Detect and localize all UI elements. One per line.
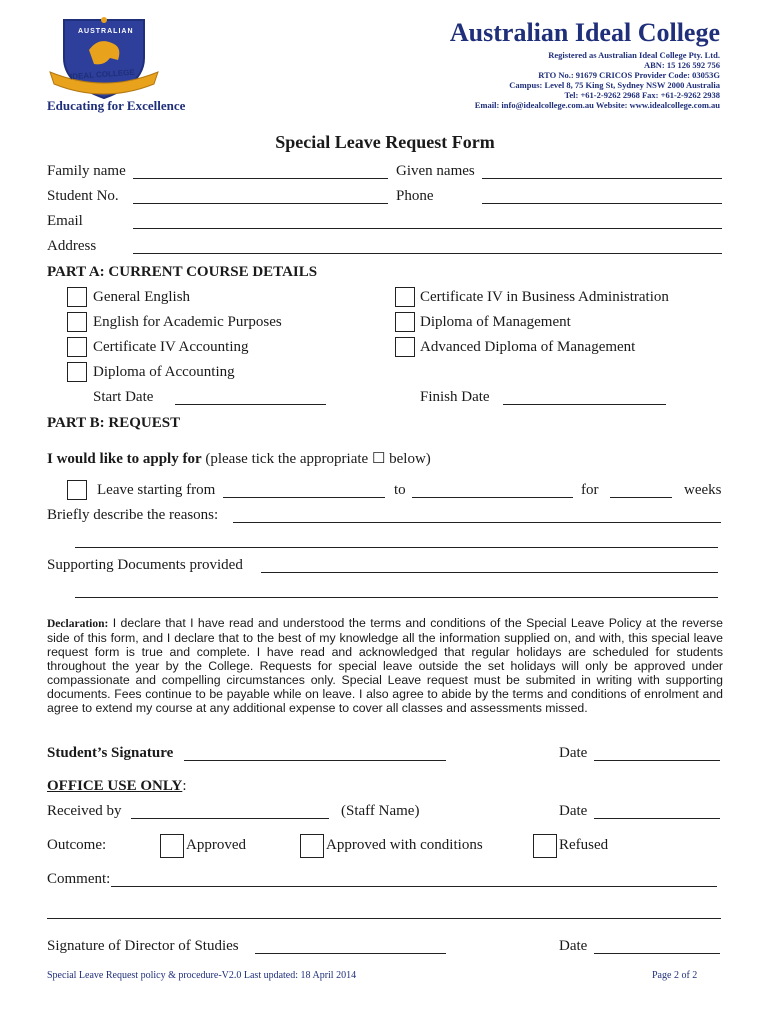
course-checkbox-diploma-management[interactable]	[395, 312, 415, 332]
reasons-field[interactable]	[233, 522, 721, 523]
course-checkbox-cert-iv-business[interactable]	[395, 287, 415, 307]
approved-conditions-label: Approved with conditions	[326, 837, 483, 853]
refused-checkbox[interactable]	[533, 834, 557, 858]
course-checkbox-adv-diploma-management[interactable]	[395, 337, 415, 357]
comment-field-2[interactable]	[47, 918, 721, 919]
college-logo	[44, 14, 164, 100]
office-date-label: Date	[559, 803, 588, 819]
footer-page: Page 2 of 2	[652, 970, 698, 981]
address-field[interactable]	[133, 253, 722, 254]
course-label: Diploma of Accounting	[93, 364, 235, 380]
received-by-label: Received by	[47, 803, 122, 819]
documents-label: Supporting Documents provided	[47, 557, 243, 573]
course-label: English for Academic Purposes	[93, 314, 282, 330]
phone-label: Phone	[396, 188, 434, 204]
reasons-field-2[interactable]	[75, 547, 718, 548]
to-label: to	[394, 482, 406, 498]
signature-date-label: Date	[559, 745, 588, 761]
course-checkbox-diploma-accounting[interactable]	[67, 362, 87, 382]
leave-start-field[interactable]	[223, 497, 385, 498]
info-line: Tel: +61-2-9262 2968 Fax: +61-2-9262 2938	[564, 90, 720, 100]
apply-label: I would like to apply for	[47, 451, 202, 467]
info-line: Registered as Australian Ideal College Pty. Ltd.	[548, 50, 720, 60]
family-name-field[interactable]	[133, 178, 388, 179]
comment-field[interactable]	[111, 886, 717, 887]
finish-date-field[interactable]	[503, 404, 666, 405]
office-use-colon: :	[182, 778, 187, 794]
outcome-label: Outcome:	[47, 837, 107, 853]
info-line: Campus: Level 8, 75 King St, Sydney NSW 2000 Australia	[509, 80, 720, 90]
college-name: Australian Ideal College	[449, 18, 720, 47]
finish-date-label: Finish Date	[420, 389, 490, 405]
info-line: RTO No.: 91679 CRICOS Provider Code: 03053G	[538, 70, 720, 80]
director-date-field[interactable]	[594, 953, 720, 954]
director-signature-field[interactable]	[255, 953, 446, 954]
received-by-field[interactable]	[131, 818, 329, 819]
email-field[interactable]	[133, 228, 722, 229]
logo-arc-text: AUSTRALIAN	[78, 28, 134, 35]
course-label: Certificate IV in Business Administration	[420, 289, 669, 305]
apply-line	[47, 449, 431, 468]
address-label: Address	[47, 238, 97, 254]
start-date-label: Start Date	[93, 389, 154, 405]
student-no-field[interactable]	[133, 203, 388, 204]
approved-label: Approved	[186, 837, 246, 853]
reasons-label: Briefly describe the reasons:	[47, 507, 219, 523]
college-info	[475, 50, 720, 110]
course-label: General English	[93, 289, 191, 305]
leave-starting-label: Leave starting from	[97, 482, 216, 498]
part-b-heading: PART B: REQUEST	[47, 415, 181, 431]
director-date-label: Date	[559, 938, 588, 954]
course-label: Advanced Diploma of Management	[420, 339, 636, 355]
weeks-label: weeks	[684, 482, 722, 498]
declaration	[47, 616, 723, 715]
declaration-label: Declaration:	[47, 618, 109, 630]
declaration-text: I declare that I have read and understood the terms and conditions of the Special Leave Policy at the reverse side of this form, and I declare that to the best of my knowledge all the information supplied on, and with, this special leave request form is true and complete. I have read and acknowledged that regular holidays are scheduled for students throughout the year by the College. Requests for special leave outside the set holidays will only be approved under compassionate and compelling circumstances only. Special Leave request must be submited in writing with supporting documents. Fees continue to be payable while on leave. I also agree to abide by the terms and conditions of enrolment and agree to extend my course at any additional expense to cover all classes and assessments missed.	[47, 616, 724, 715]
start-date-field[interactable]	[175, 404, 326, 405]
student-signature-label: Student’s Signature	[47, 745, 174, 761]
approved-checkbox[interactable]	[160, 834, 184, 858]
phone-field[interactable]	[482, 203, 722, 204]
tagline: Educating for Excellence	[47, 98, 186, 113]
leave-checkbox[interactable]	[67, 480, 87, 500]
apply-instruction: (please tick the appropriate ☐ below)	[205, 451, 431, 467]
given-names-field[interactable]	[482, 178, 722, 179]
info-line: ABN: 15 126 592 756	[643, 60, 720, 70]
info-line: Email: info@idealcollege.com.au Website: www.idealcollege.com.au	[474, 100, 720, 110]
student-signature-field[interactable]	[184, 760, 446, 761]
family-name-label: Family name	[47, 163, 126, 179]
comment-label: Comment:	[47, 871, 111, 887]
director-signature-label: Signature of Director of Studies	[47, 938, 239, 954]
documents-field-2[interactable]	[75, 597, 718, 598]
refused-label: Refused	[559, 837, 609, 853]
form-title: Special Leave Request Form	[275, 132, 495, 152]
approved-conditions-checkbox[interactable]	[300, 834, 324, 858]
given-names-label: Given names	[396, 163, 475, 179]
office-use-heading	[47, 778, 186, 795]
signature-date-field[interactable]	[594, 760, 720, 761]
for-label: for	[581, 482, 599, 498]
course-checkbox-eap[interactable]	[67, 312, 87, 332]
logo-banner-text: IDEAL COLLEGE	[69, 67, 135, 82]
staff-name-label: (Staff Name)	[341, 803, 420, 819]
student-no-label: Student No.	[47, 188, 119, 204]
course-label: Certificate IV Accounting	[93, 339, 249, 355]
part-a-heading: PART A: CURRENT COURSE DETAILS	[47, 264, 318, 280]
leave-end-field[interactable]	[412, 497, 573, 498]
documents-field[interactable]	[261, 572, 718, 573]
email-label: Email	[47, 213, 83, 229]
course-checkbox-general-english[interactable]	[67, 287, 87, 307]
course-label: Diploma of Management	[420, 314, 571, 330]
course-checkbox-cert-iv-accounting[interactable]	[67, 337, 87, 357]
weeks-field[interactable]	[610, 497, 672, 498]
office-use-title: OFFICE USE ONLY	[47, 778, 183, 794]
footer-left: Special Leave Request policy & procedure-V2.0 Last updated: 18 April 2014	[47, 970, 357, 981]
office-date-field[interactable]	[594, 818, 720, 819]
